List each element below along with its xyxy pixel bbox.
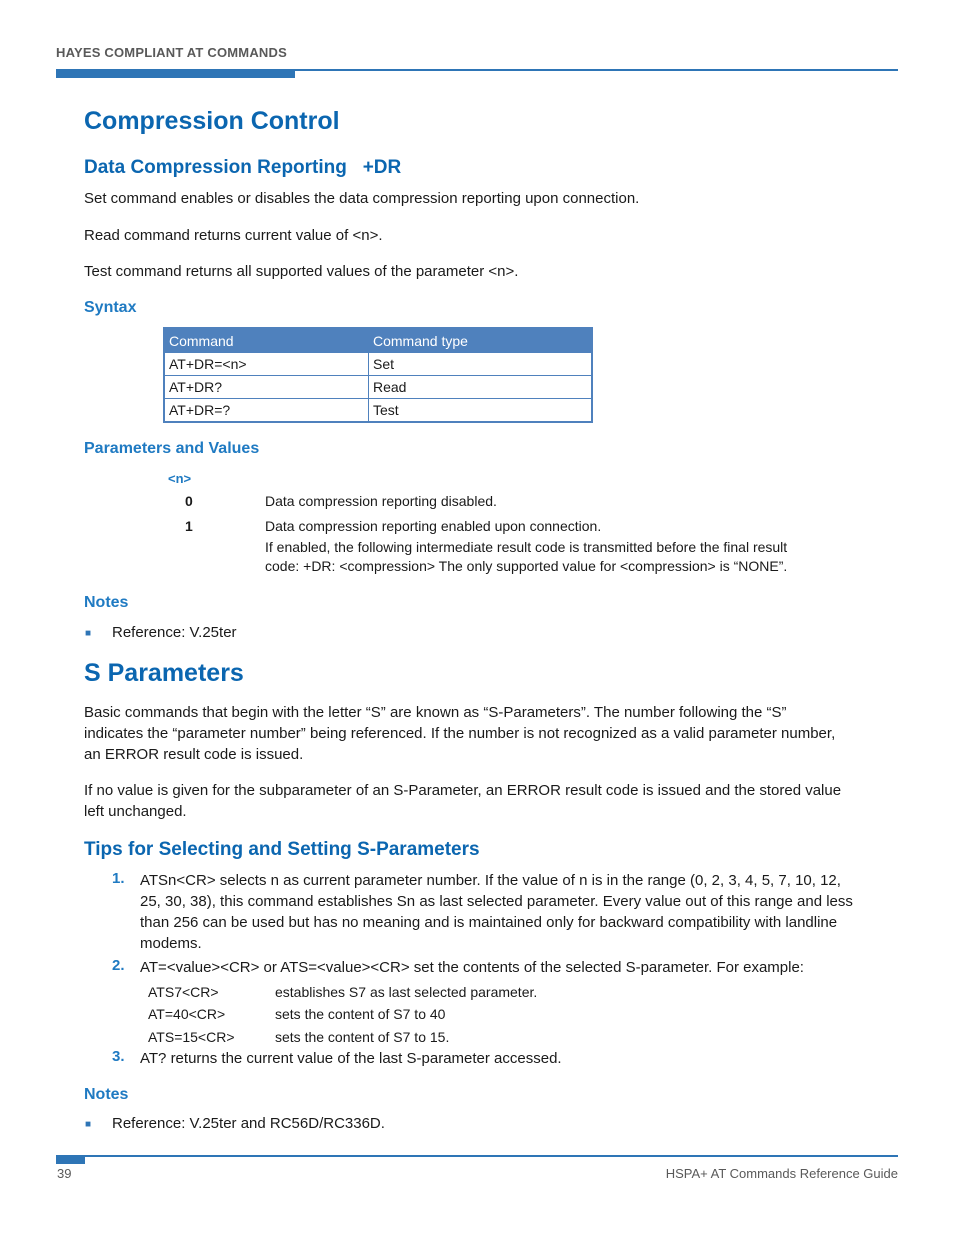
note-item: Reference: V.25ter: [112, 624, 237, 641]
page-number: 39: [57, 1166, 72, 1181]
example-command: ATS7<CR>: [148, 984, 219, 1000]
parameter-name: <n>: [168, 471, 192, 486]
paragraph: Basic commands that begin with the letter “S” are known as “S-Parameters”. The number following the “S”: [84, 704, 787, 721]
paragraph: Read command returns current value of <n>.: [84, 227, 383, 244]
list-item: than 256 can be used but has no meaning and is maintained only for backward compatibility with landline: [140, 914, 838, 931]
param-desc: Data compression reporting disabled.: [265, 493, 497, 509]
section-title-compression-control: Compression Control: [84, 107, 340, 135]
paragraph: Set command enables or disables the data compression reporting upon connection.: [84, 190, 640, 207]
table-row: [164, 399, 592, 423]
footer-title: HSPA+ AT Commands Reference Guide: [665, 1166, 898, 1181]
param-value: 0: [185, 493, 193, 509]
list-item: ATSn<CR> selects n as current parameter number. If the value of n is in the range (0, 2, 3, 4, 5, 7, 10, 12,: [140, 872, 841, 889]
paragraph: an ERROR result code is issued.: [84, 746, 304, 763]
example-desc: sets the content of S7 to 40: [275, 1006, 446, 1022]
header-rule-block: [56, 70, 295, 78]
syntax-table: [163, 327, 593, 423]
list-item: 25, 30, 38), this command establishes Sn as last selected parameter. Every value out of this range and less: [140, 893, 853, 910]
param-desc: code: +DR: <compression> The only supported value for <compression> is “NONE”.: [265, 558, 788, 574]
tips-heading: Tips for Selecting and Setting S-Parameters: [84, 839, 480, 860]
table-cell: AT+DR=?: [164, 399, 369, 423]
paragraph: If no value is given for the subparameter of an S-Parameter, an ERROR result code is issued and the stored value: [84, 782, 842, 799]
bullet-icon: ■: [85, 1119, 92, 1130]
parameters-heading: Parameters and Values: [84, 440, 260, 457]
table-row: [164, 353, 592, 376]
footer-rule-block: [56, 1156, 85, 1164]
param-desc: If enabled, the following intermediate result code is transmitted before the final result: [265, 539, 788, 555]
syntax-heading: Syntax: [84, 299, 137, 316]
list-number: 1.: [112, 870, 125, 887]
table-cell: Set: [369, 353, 593, 376]
notes-heading: Notes: [84, 1086, 129, 1103]
example-command: ATS=15<CR>: [148, 1029, 235, 1045]
footer-rule: [56, 1155, 898, 1157]
list-number: 3.: [112, 1048, 125, 1065]
table-cell: Read: [369, 376, 593, 399]
notes-heading: Notes: [84, 594, 129, 611]
example-desc: establishes S7 as last selected parameter.: [275, 984, 538, 1000]
bullet-icon: ■: [85, 628, 92, 639]
paragraph: indicates the “parameter number” being referenced. If the number is not recognized as a valid parameter number,: [84, 725, 836, 742]
subsection-title-dr: Data Compression Reporting +DR: [84, 157, 402, 178]
section-title-s-parameters: S Parameters: [84, 659, 244, 687]
param-value: 1: [185, 518, 193, 534]
running-header: HAYES COMPLIANT AT COMMANDS: [56, 45, 287, 60]
example-command: AT=40<CR>: [148, 1006, 226, 1022]
table-header-row: [164, 328, 592, 353]
note-item: Reference: V.25ter and RC56D/RC336D.: [112, 1115, 385, 1132]
table-cell: AT+DR=<n>: [164, 353, 369, 376]
list-number: 2.: [112, 957, 125, 974]
table-row: [164, 376, 592, 399]
paragraph: Test command returns all supported values of the parameter <n>.: [84, 263, 519, 280]
column-header: Command type: [369, 328, 593, 353]
list-item: AT? returns the current value of the last S-parameter accessed.: [140, 1050, 562, 1067]
column-header: Command: [164, 328, 369, 353]
paragraph: left unchanged.: [84, 803, 187, 820]
example-desc: sets the content of S7 to 15.: [275, 1029, 450, 1045]
list-item: modems.: [140, 935, 202, 952]
param-desc: Data compression reporting enabled upon connection.: [265, 518, 602, 534]
table-cell: Test: [369, 399, 593, 423]
table-cell: AT+DR?: [164, 376, 369, 399]
list-item: AT=<value><CR> or ATS=<value><CR> set the contents of the selected S-parameter. For example:: [140, 959, 804, 976]
